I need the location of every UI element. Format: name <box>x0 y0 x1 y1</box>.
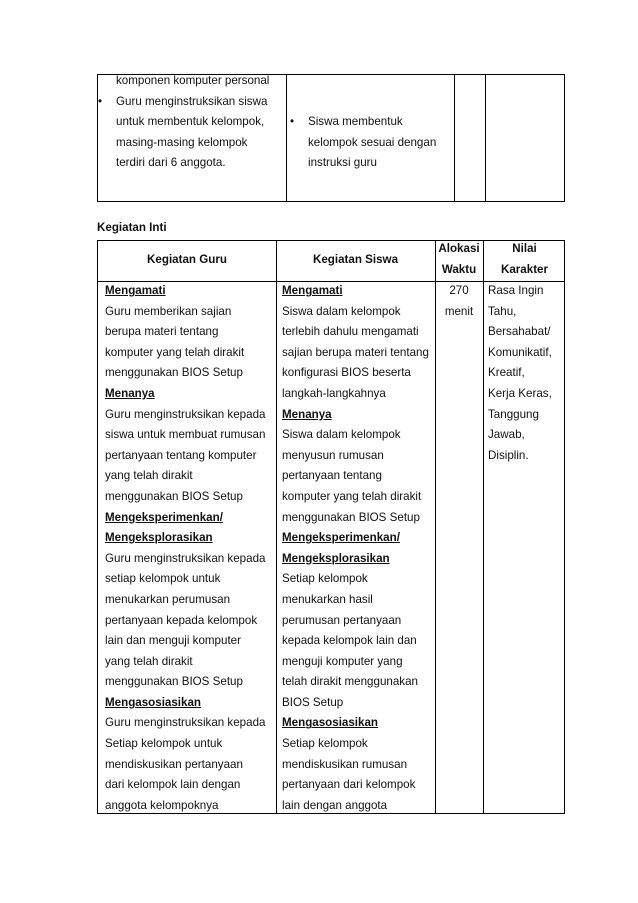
kegiatan-inti-table <box>97 240 565 814</box>
guru-line: yang telah dirakit <box>105 654 193 668</box>
section-title: Kegiatan Inti <box>97 221 167 234</box>
siswa-line: pertanyaan dari kelompok <box>282 778 416 792</box>
line-text: terdiri dari 6 anggota. <box>116 156 226 170</box>
nilai-line: Rasa Ingin <box>488 284 544 297</box>
siswa-line <box>290 133 455 154</box>
activity-heading: Mengeksplorasikan <box>105 531 213 545</box>
siswa-column <box>282 281 434 816</box>
siswa-line: Siswa dalam kelompok <box>282 428 401 442</box>
siswa-line: komputer yang telah dirakit <box>282 489 422 503</box>
siswa-line <box>290 153 455 174</box>
nilai-line: Jawab, <box>488 428 525 442</box>
guru-line: menukarkan perumusan <box>105 592 231 606</box>
column-divider <box>485 75 486 201</box>
guru-line: Setiap kelompok untuk <box>105 737 223 751</box>
siswa-line: terlebih dahulu mengamati <box>282 325 419 339</box>
line-text: untuk membentuk kelompok, <box>116 115 265 129</box>
siswa-line <box>290 112 455 133</box>
activity-heading: Mengeksplorasikan <box>282 551 390 565</box>
guru-line: menggunakan BIOS Setup <box>105 489 243 503</box>
guru-line: siswa untuk membuat rumusan <box>105 428 266 442</box>
line-text: instruksi guru <box>308 156 377 170</box>
column-divider <box>286 75 287 201</box>
siswa-line: menguji komputer yang <box>282 654 403 668</box>
bullet-icon: • <box>290 115 295 128</box>
top-guru-cell <box>98 71 286 174</box>
guru-line: anggota kelompoknya <box>105 798 219 812</box>
line-text: Siswa membentuk <box>308 115 403 128</box>
activity-heading: Mengamati <box>282 284 343 297</box>
line-text: komponen komputer personal <box>116 74 270 87</box>
header-kegiatan-siswa: Kegiatan Siswa <box>312 253 399 266</box>
line-text: Guru menginstruksikan siswa <box>116 94 268 108</box>
guru-line: setiap kelompok untuk <box>105 572 221 586</box>
nilai-line: Bersahabat/ <box>488 325 551 339</box>
guru-line: yang telah dirakit <box>105 469 193 483</box>
header-waktu: Waktu <box>441 263 477 276</box>
siswa-line: menyusun rumusan <box>282 448 384 462</box>
nilai-line: Kerja Keras, <box>488 386 552 400</box>
siswa-line: lain dengan anggota <box>282 798 388 812</box>
alokasi-line: menit <box>444 304 474 318</box>
header-kegiatan-guru: Kegiatan Guru <box>147 253 227 266</box>
guru-line: menggunakan BIOS Setup <box>105 366 243 380</box>
nilai-line: Disiplin. <box>488 448 529 462</box>
line-text: kelompok sesuai dengan <box>308 135 437 149</box>
activity-heading: Menanya <box>105 386 155 400</box>
line-text: masing-masing kelompok <box>116 135 248 149</box>
guru-line <box>98 112 286 133</box>
nilai-column <box>488 281 566 466</box>
siswa-line: sajian berupa materi tentang <box>282 345 429 359</box>
siswa-line: menggunakan BIOS Setup <box>282 510 420 524</box>
guru-line: pertanyaan tentang komputer <box>105 448 257 462</box>
siswa-line: mendiskusikan rumusan <box>282 757 408 771</box>
top-table <box>97 74 565 202</box>
nilai-line: Komunikatif, <box>488 345 552 359</box>
activity-heading: Mengasosiasikan <box>105 695 202 709</box>
guru-line: Guru menginstruksikan kepada <box>105 551 266 565</box>
activity-heading: Mengeksperimenkan/ <box>282 531 400 545</box>
nilai-line: Tanggung <box>488 407 539 421</box>
top-siswa-cell <box>290 112 455 174</box>
siswa-line: menukarkan hasil <box>282 592 373 606</box>
guru-line <box>98 153 286 174</box>
guru-line: menggunakan BIOS Setup <box>105 675 243 689</box>
activity-heading: Mengasosiasikan <box>282 716 379 730</box>
siswa-line: Setiap kelompok <box>282 572 368 586</box>
column-divider <box>276 241 277 813</box>
siswa-line: Siswa dalam kelompok <box>282 304 401 318</box>
siswa-line: langkah-langkahnya <box>282 386 386 400</box>
column-divider <box>483 241 484 813</box>
nilai-line: Kreatif, <box>488 366 525 380</box>
guru-line: komputer yang telah dirakit <box>105 345 245 359</box>
guru-line: Guru menginstruksikan kepada <box>105 716 266 730</box>
siswa-line: pertanyaan tentang <box>282 469 382 483</box>
siswa-line: perumusan pertanyaan <box>282 613 402 627</box>
activity-heading: Menanya <box>282 407 332 421</box>
siswa-line: BIOS Setup <box>282 695 344 709</box>
alokasi-line: 270 <box>449 284 469 297</box>
guru-line <box>98 133 286 154</box>
guru-line: mendiskusikan pertanyaan <box>105 757 243 771</box>
bullet-icon: • <box>98 94 103 108</box>
header-alokasi: Alokasi <box>438 242 480 255</box>
siswa-line: telah dirakit menggunakan <box>282 675 418 689</box>
guru-line: pertanyaan kepada kelompok <box>105 613 258 627</box>
guru-line: dari kelompok lain dengan <box>105 778 241 792</box>
activity-heading: Mengeksperimenkan/ <box>105 510 223 524</box>
activity-heading: Mengamati <box>105 284 166 297</box>
guru-line: Guru memberikan sajian <box>105 304 232 318</box>
guru-column <box>105 281 275 816</box>
siswa-line: Setiap kelompok <box>282 737 368 751</box>
guru-line: lain dan menguji komputer <box>105 634 241 648</box>
column-divider <box>435 241 436 813</box>
header-karakter: Karakter <box>500 263 549 276</box>
guru-line: Guru menginstruksikan kepada <box>105 407 266 421</box>
siswa-line: konfigurasi BIOS beserta <box>282 366 411 380</box>
siswa-line: kepada kelompok lain dan <box>282 634 417 648</box>
guru-line: berupa materi tentang <box>105 325 219 339</box>
nilai-line: Tahu, <box>488 304 517 318</box>
guru-line <box>98 92 286 113</box>
guru-line <box>98 71 286 92</box>
header-nilai: Nilai <box>512 242 537 255</box>
alokasi-column <box>435 281 483 322</box>
